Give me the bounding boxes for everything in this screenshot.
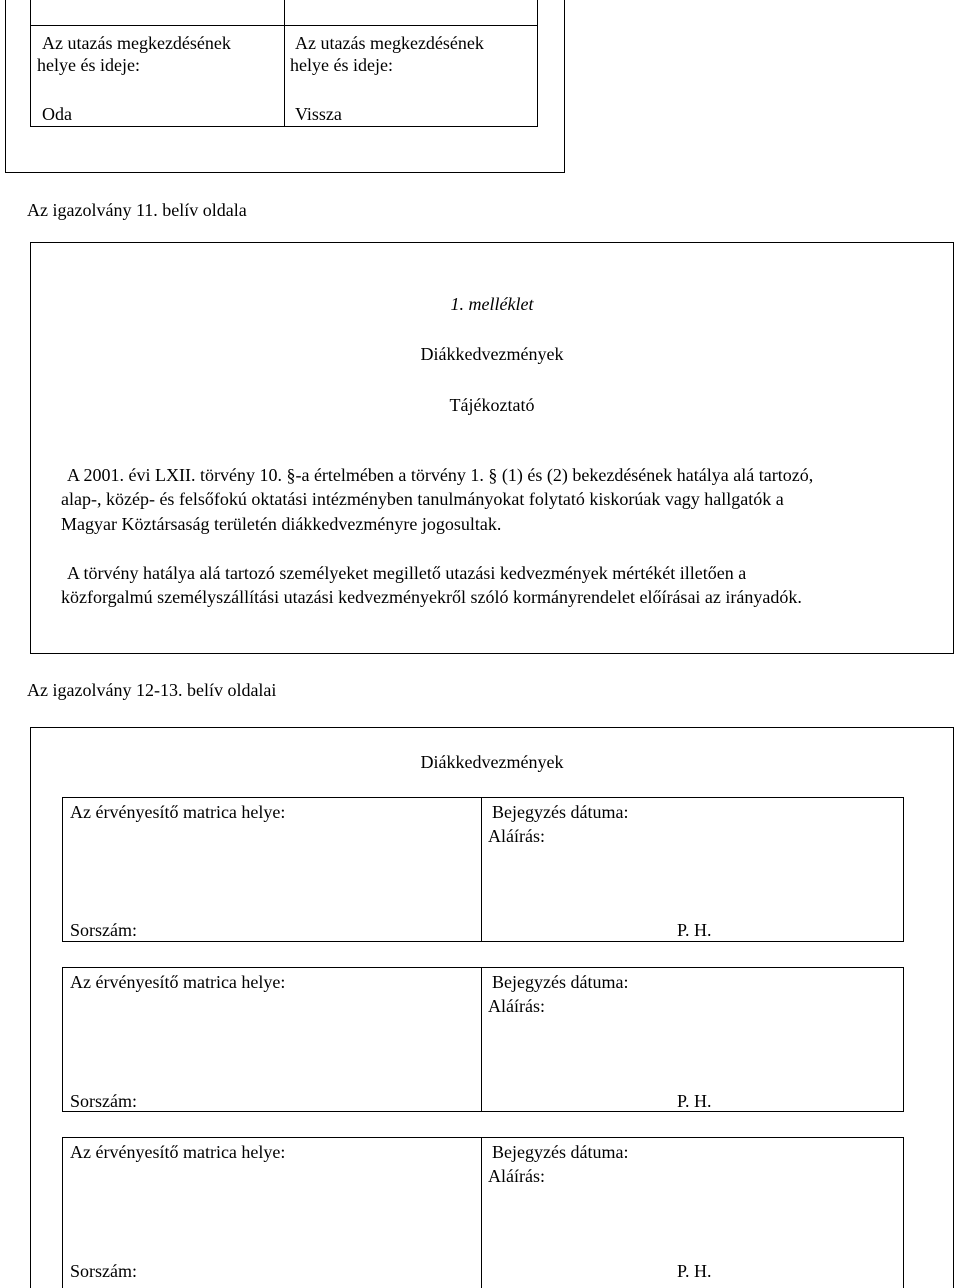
travel-table-inner-left [30, 0, 31, 127]
signature-label: Aláírás: [488, 1166, 545, 1186]
travel-table-outer-right [564, 0, 565, 173]
travel-right-direction: Vissza [295, 104, 342, 124]
annex-subtitle: Tájékoztató [449, 395, 535, 415]
validation-box-left [30, 727, 31, 1288]
travel-left-direction: Oda [42, 104, 72, 124]
annex-p1-line3: Magyar Köztársaság területén diákkedvezményre jogosultak. [61, 514, 502, 534]
sticker-label: Az érvényesítő matrica helye: [70, 1142, 286, 1162]
annex-p1-line2: alap-, közép- és felsőfokú oktatási intézményben tanulmányokat folytató kiskorúak vagy hallgatók a [61, 489, 784, 509]
stamp-label: P. H. [677, 1091, 712, 1111]
travel-table-inner-bottom [30, 126, 538, 127]
annex-p2-line1: A törvény hatálya alá tartozó személyeket megillető utazási kedvezmények mértékét illetően a [67, 563, 747, 583]
travel-right-label-1: Az utazás megkezdésének [295, 33, 484, 53]
annex-number: 1. melléklet [450, 294, 534, 314]
signature-label: Aláírás: [488, 826, 545, 846]
validation-box-top [30, 727, 954, 728]
sticker-label: Az érvényesítő matrica helye: [70, 972, 286, 992]
date-label: Bejegyzés dátuma: [492, 802, 629, 822]
annex-p1-line1: A 2001. évi LXII. törvény 10. §-a értelmében a törvény 1. § (1) és (2) bekezdésének hatálya alá tartozó, [67, 465, 814, 485]
travel-table-inner-right [537, 0, 538, 127]
validation-title: Diákkedvezmények [420, 752, 564, 772]
validation-box-right [953, 727, 954, 1288]
date-label: Bejegyzés dátuma: [492, 972, 629, 992]
stamp-label: P. H. [677, 1261, 712, 1281]
serial-label: Sorszám: [70, 1091, 137, 1111]
annex-title: Diákkedvezmények [420, 344, 564, 364]
travel-table-outer-left [5, 0, 6, 173]
signature-label: Aláírás: [488, 996, 545, 1016]
serial-label: Sorszám: [70, 920, 137, 940]
sticker-label: Az érvényesítő matrica helye: [70, 802, 286, 822]
stamp-label: P. H. [677, 920, 712, 940]
section2-caption: Az igazolvány 12-13. belív oldalai [27, 680, 277, 700]
travel-left-label-1: Az utazás megkezdésének [42, 33, 231, 53]
travel-right-label-2: helye és ideje: [290, 55, 393, 75]
serial-label: Sorszám: [70, 1261, 137, 1281]
travel-table-outer-bottom [5, 172, 565, 173]
travel-left-label-2: helye és ideje: [37, 55, 140, 75]
annex-p2-line2: közforgalmú személyszállítási utazási kedvezményekről szóló kormányrendelet előírásai az irányadók. [61, 587, 802, 607]
travel-table-inner-mid [284, 0, 285, 127]
section1-caption: Az igazolvány 11. belív oldala [27, 200, 247, 220]
date-label: Bejegyzés dátuma: [492, 1142, 629, 1162]
